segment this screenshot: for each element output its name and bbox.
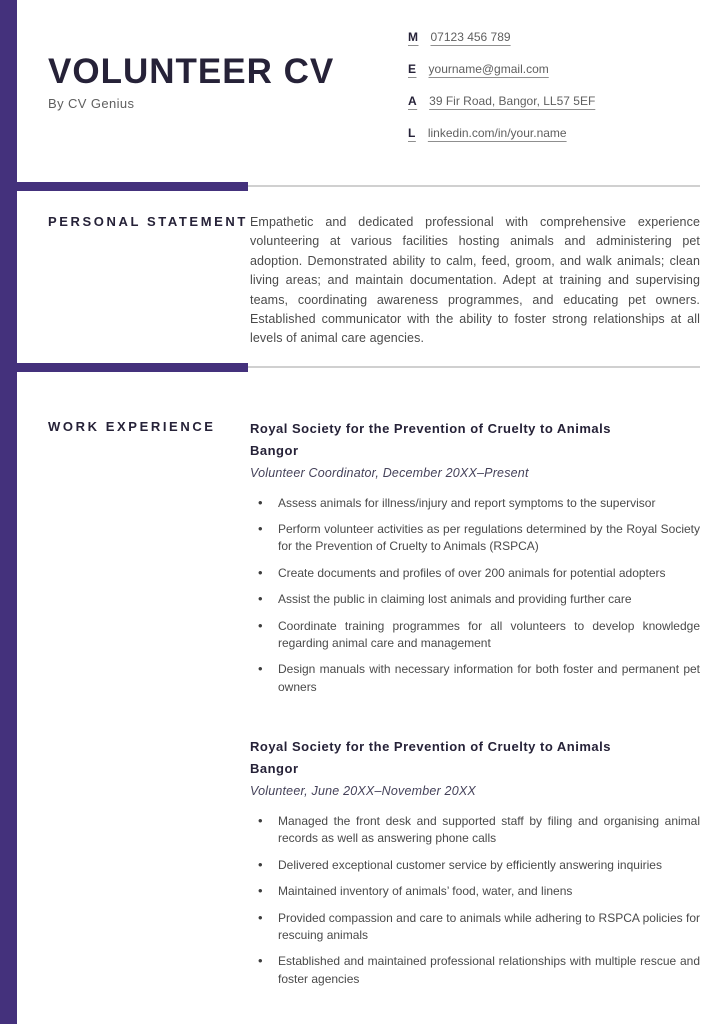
- contact-prefix-address: A: [408, 94, 418, 108]
- experience-bullet: • Design manuals with necessary information for both foster and permanent pet owners: [250, 661, 700, 696]
- experience-bullet-list: [250, 813, 700, 988]
- employer-name: Royal Society for the Prevention of Cruelty to Animals: [250, 739, 611, 755]
- experience-bullet-list: [250, 495, 700, 697]
- divider-statement: [17, 363, 700, 372]
- employer-title: [250, 736, 700, 780]
- experience-bullet: • Create documents and profiles of over 200 animals for potential adopters: [250, 565, 700, 582]
- contact-phone-link[interactable]: [408, 30, 700, 44]
- contact-list: [408, 28, 700, 158]
- experience-bullet: • Managed the front desk and supported staff by filing and organising animal records as well as answering phone calls: [250, 813, 700, 848]
- employer-name: Royal Society for the Prevention of Cruelty to Animals: [250, 420, 611, 436]
- experience-bullet: • Perform volunteer activities as per regulations determined by the Royal Society for the Prevention of Cruelty to Animals (RSPCA): [250, 521, 700, 556]
- page-title: VOLUNTEER CV: [48, 52, 335, 91]
- divider-accent-bar: [17, 182, 248, 191]
- employer-location: Bangor: [250, 442, 299, 458]
- experience-bullet: • Provided compassion and care to animals while adhering to RSPCA policies for rescuing animals: [250, 910, 700, 945]
- job-entry-1: [250, 418, 700, 696]
- personal-statement-text: Empathetic and dedicated professional with comprehensive experience volunteering at various facilities hosting animals and administering pet adoption. Demonstrated ability to calm, feed, groom, and walk animals; clean living areas; and maintain documentation. Adept at training and supervising teams, coordinating awareness programmes, and educating pet owners. Established communicator with the ability to foster strong relationships at all levels of animal care agencies.: [250, 215, 700, 346]
- experience-bullet: • Delivered exceptional customer service by efficiently answering inquiries: [250, 857, 700, 874]
- divider-line: [248, 366, 700, 368]
- divider-header: [17, 182, 700, 191]
- contact-address-value: 39 Fir Road, Bangor, LL57 5EF: [429, 94, 596, 108]
- experience-bullet: • Established and maintained professional relationships with multiple rescue and foster agencies: [250, 953, 700, 988]
- role-dates: Volunteer Coordinator, December 20XX–Present: [250, 465, 529, 480]
- contact-prefix-email: E: [408, 62, 417, 76]
- divider-line: [248, 185, 700, 187]
- contact-prefix-linkedin: L: [408, 126, 416, 140]
- contact-prefix-mobile: M: [408, 30, 419, 44]
- divider-accent-bar: [17, 363, 248, 372]
- contact-email-link[interactable]: [408, 62, 700, 76]
- experience-bullet: • Maintained inventory of animals’ food, water, and linens: [250, 883, 700, 900]
- experience-bullet: • Assess animals for illness/injury and report symptoms to the supervisor: [250, 495, 700, 512]
- contact-address-link[interactable]: [408, 94, 700, 108]
- work-experience-heading: WORK EXPERIENCE: [48, 418, 216, 434]
- contact-email-value: yourname@gmail.com: [428, 62, 549, 76]
- role-dates: Volunteer, June 20XX–November 20XX: [250, 784, 476, 799]
- work-experience-body: [250, 418, 700, 998]
- contact-linkedin-value: linkedin.com/in/your.name: [427, 126, 567, 140]
- personal-statement-heading: PERSONAL STATEMENT: [48, 214, 248, 229]
- byline: By CV Genius: [48, 96, 135, 112]
- title-block: [48, 28, 334, 111]
- work-experience-section: [0, 418, 724, 998]
- header: [0, 0, 724, 158]
- accent-sidebar: [0, 0, 17, 1024]
- experience-bullet: • Assist the public in claiming lost animals and providing further care: [250, 591, 700, 608]
- personal-statement-section: [0, 213, 724, 349]
- contact-linkedin-link[interactable]: [408, 126, 700, 140]
- employer-title: [250, 418, 700, 462]
- personal-statement-body: [250, 213, 700, 349]
- contact-phone-value: 07123 456 789: [430, 30, 511, 44]
- experience-bullet: • Coordinate training programmes for all volunteers to develop knowledge regarding animal care and management: [250, 618, 700, 653]
- job-entry-2: [250, 736, 700, 988]
- employer-location: Bangor: [250, 761, 299, 777]
